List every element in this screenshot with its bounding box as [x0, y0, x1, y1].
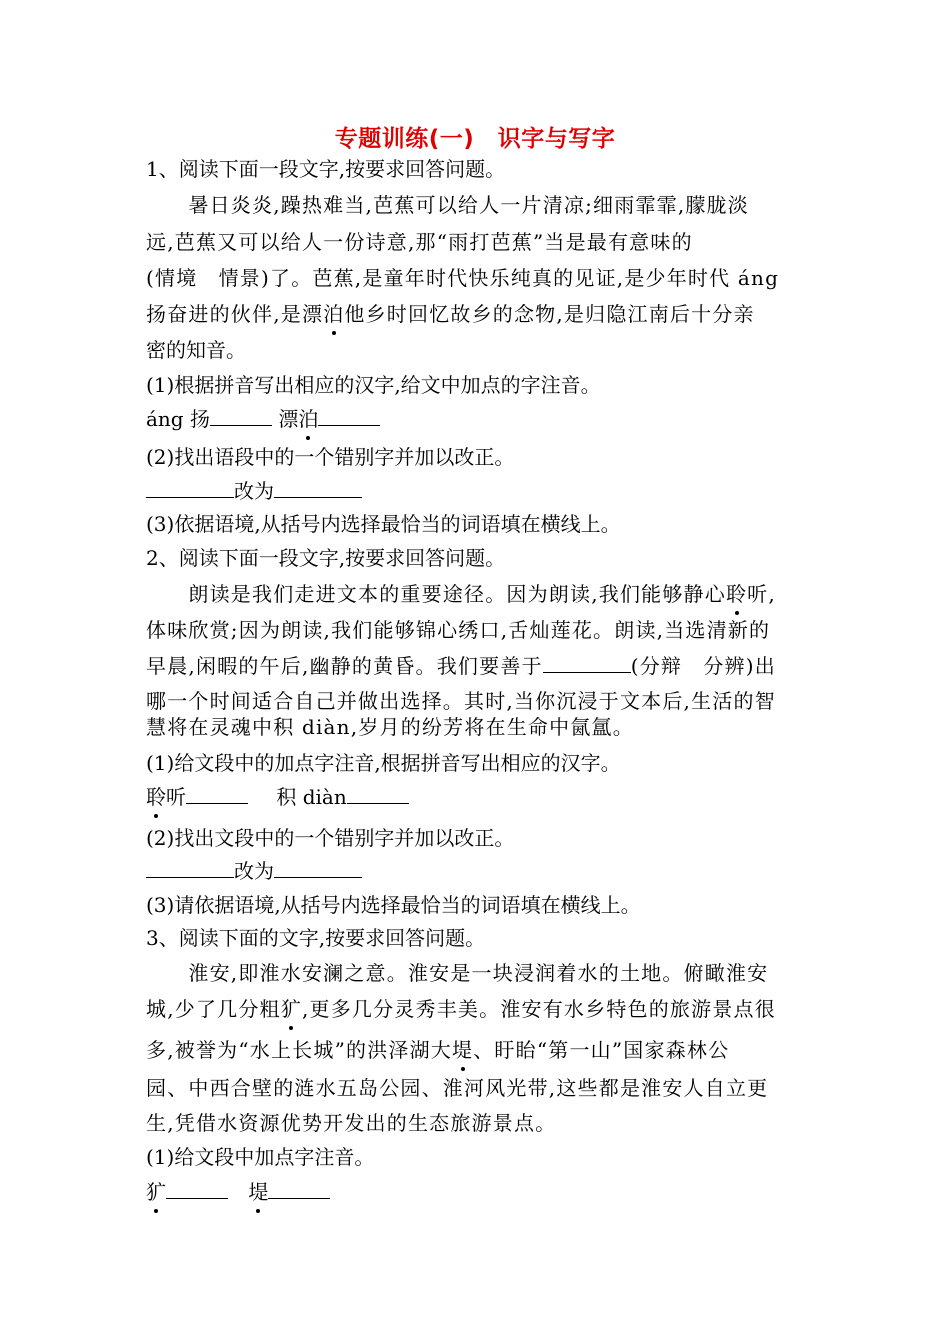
- q3-passage-line: 城,少了几分粗犷,更多几分灵秀丰美。淮安有水乡特色的旅游景点很: [146, 997, 776, 1021]
- answer-blank[interactable]: [186, 785, 248, 804]
- emphasis-dot-char: 堤: [248, 1180, 269, 1204]
- q1-sub2: (2)找出语段中的一个错别字并加以改正。: [146, 445, 515, 469]
- q3-passage-line: 生,凭借水资源优势开发出的生态旅游景点。: [146, 1111, 557, 1135]
- q1-passage-line: 扬奋进的伙伴,是漂泊他乡时回忆故乡的念物,是归隐江南后十分亲: [146, 302, 755, 326]
- q1-passage-line: (情境 情景)了。芭蕉,是童年时代快乐纯真的见证,是少年时代 áng: [146, 266, 780, 290]
- q3-passage-line: 淮安,即淮水安澜之意。淮安是一块浸润着水的土地。俯瞰淮安: [146, 961, 769, 985]
- q2-sub1: (1)给文段中的加点字注音,根据拼音写出相应的汉字。: [146, 751, 621, 775]
- q2-sub2: (2)找出文段中的一个错别字并加以改正。: [146, 826, 515, 850]
- emphasis-dot-char: 泊: [298, 407, 319, 431]
- emphasis-dot-char: 聆: [146, 785, 166, 809]
- q2-passage-line: 朗读是我们走进文本的重要途径。因为朗读,我们能够静心聆听,: [146, 582, 776, 606]
- answer-blank[interactable]: [543, 654, 631, 673]
- q1-fix-line: 改为: [146, 479, 362, 503]
- answer-blank[interactable]: [318, 407, 380, 426]
- emphasis-dot-char: 犷: [280, 997, 302, 1021]
- q3-passage-line: 园、中西合壁的涟水五岛公园、淮河风光带,这些都是淮安人自立更: [146, 1076, 769, 1100]
- q3-answer-line: [146, 1180, 330, 1204]
- answer-blank[interactable]: [210, 407, 272, 426]
- answer-blank[interactable]: [146, 859, 234, 878]
- q1-sub1: (1)根据拼音写出相应的汉字,给文中加点的字注音。: [146, 373, 601, 397]
- emphasis-dot-char: 泊: [323, 302, 345, 326]
- q2-sub3: (3)请依据语境,从括号内选择最恰当的词语填在横线上。: [146, 893, 641, 917]
- q1-sub3: (3)依据语境,从括号内选择最恰当的词语填在横线上。: [146, 512, 621, 536]
- q1-passage-line: 密的知音。: [146, 338, 246, 362]
- q2-passage-line: 早晨,闲暇的午后,幽静的黄昏。我们要善于 (分辩 分辨)出: [146, 654, 776, 678]
- emphasis-dot-char: 犷: [146, 1180, 166, 1204]
- emphasis-dot-char: 聆: [725, 582, 748, 606]
- answer-blank[interactable]: [146, 479, 234, 498]
- answer-blank[interactable]: [274, 859, 362, 878]
- answer-blank[interactable]: [166, 1180, 228, 1199]
- q3-heading: 3、阅读下面的文字,按要求回答问题。: [146, 926, 486, 950]
- q3-sub1: (1)给文段中加点字注音。: [146, 1145, 375, 1169]
- page-title: 专题训练(一) 识字与写字: [334, 126, 616, 152]
- q3-passage-line: 多,被誉为“水上长城”的洪泽湖大堤、盱眙“第一山”国家森林公: [146, 1038, 730, 1062]
- q1-heading: 1、阅读下面一段文字,按要求回答问题。: [146, 157, 506, 181]
- answer-blank[interactable]: [347, 785, 409, 804]
- q2-passage-line: 哪一个时间适合自己并做出选择。其时,当你沉浸于文本后,生活的智: [146, 689, 776, 713]
- q1-passage-line: 远,芭蕉又可以给人一份诗意,那“雨打芭蕉”当是最有意味的: [146, 230, 693, 254]
- q2-passage-line: 体味欣赏;因为朗读,我们能够锦心绣口,舌灿莲花。朗读,当选清新的: [146, 618, 771, 642]
- answer-blank[interactable]: [274, 479, 362, 498]
- q1-answer-line: áng 扬 漂泊: [146, 407, 380, 431]
- q2-fix-line: 改为: [146, 859, 362, 883]
- q2-answer-line: 聆听 积 diàn: [146, 785, 409, 809]
- emphasis-dot-char: 堤: [452, 1038, 474, 1062]
- q2-passage-line: 慧将在灵魂中积 diàn,岁月的纷芳将在生命中氤氲。: [146, 715, 634, 739]
- answer-blank[interactable]: [268, 1180, 330, 1199]
- q2-heading: 2、阅读下面一段文字,按要求回答问题。: [146, 546, 506, 570]
- q1-passage-line: 暑日炎炎,躁热难当,芭蕉可以给人一片清凉;细雨霏霏,朦胧淡: [146, 193, 750, 217]
